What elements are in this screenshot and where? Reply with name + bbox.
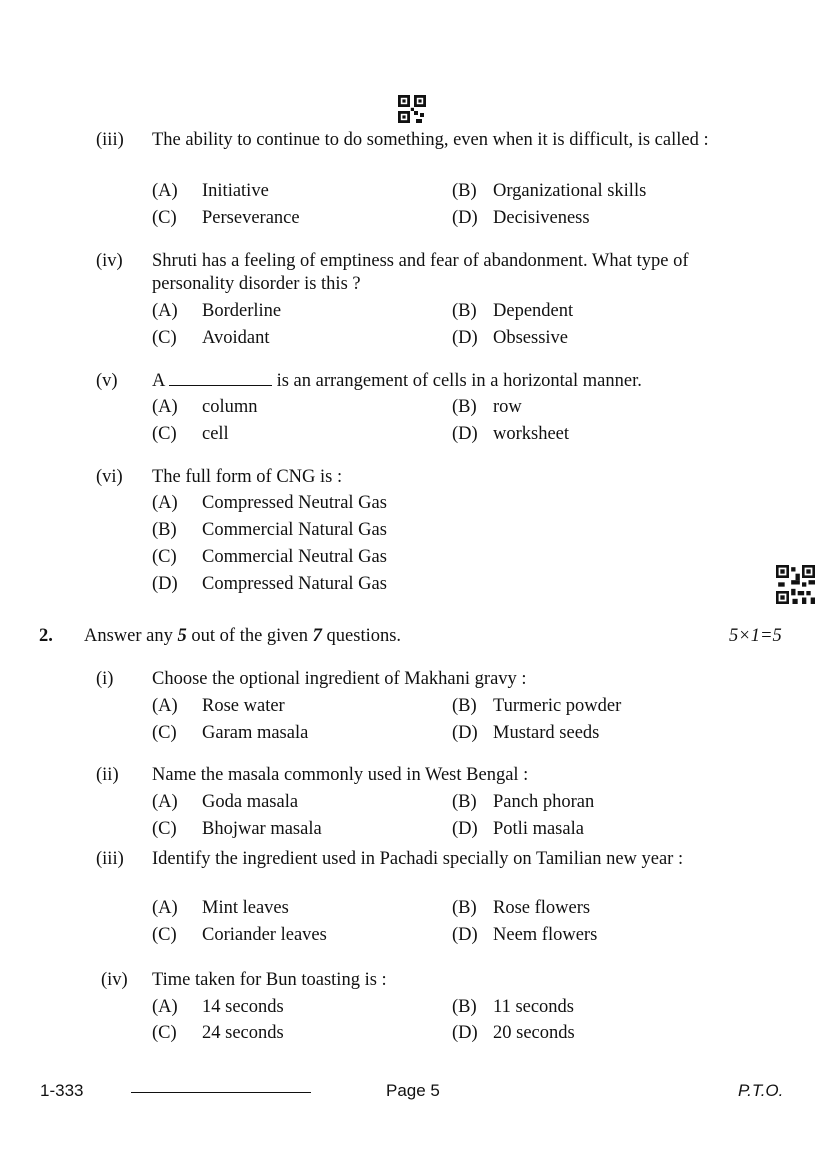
footer-rule <box>131 1092 311 1093</box>
question-stem: The full form of CNG is : <box>152 467 343 487</box>
option-label: (D) <box>452 424 478 444</box>
option-text: Borderline <box>202 301 282 321</box>
option-text: Initiative <box>202 181 269 201</box>
question-instruction <box>84 625 401 648</box>
option-text: Coriander leaves <box>202 925 327 945</box>
option-text: Rose water <box>202 696 285 716</box>
qr-code-top <box>398 95 426 123</box>
question-number: (iv) <box>101 970 128 990</box>
option-text: Avoidant <box>202 328 270 348</box>
option-label: (A) <box>152 397 178 417</box>
question-stem: Identify the ingredient used in Pachadi specially on Tamilian new year : <box>152 849 684 869</box>
question-number: 2. <box>39 626 53 646</box>
option-text: Neem flowers <box>493 925 598 945</box>
option-label: (C) <box>152 723 177 743</box>
option-text: Decisiveness <box>493 208 590 228</box>
stem-before-blank: A <box>152 371 165 391</box>
option-label: (D) <box>452 1023 478 1043</box>
option-label: (B) <box>452 898 477 918</box>
option-text: column <box>202 397 258 417</box>
option-text: cell <box>202 424 229 444</box>
qr-code-side <box>776 565 815 604</box>
question-stem: Time taken for Bun toasting is : <box>152 970 387 990</box>
option-label: (C) <box>152 424 177 444</box>
paper-code: 1-333 <box>40 1081 84 1100</box>
option-text: Garam masala <box>202 723 309 743</box>
option-text: row <box>493 397 522 417</box>
option-label: (C) <box>152 1023 177 1043</box>
option-label: (C) <box>152 925 177 945</box>
option-label: (D) <box>452 819 478 839</box>
option-text: Rose flowers <box>493 898 591 918</box>
option-text: Dependent <box>493 301 574 321</box>
option-label: (C) <box>152 547 177 567</box>
option-text: 14 seconds <box>202 997 284 1017</box>
page-number: Page 5 <box>386 1081 440 1100</box>
instruction-text: Answer any <box>84 626 178 646</box>
question-number: (iii) <box>96 849 124 869</box>
question-number: (i) <box>96 669 114 689</box>
question-stem <box>152 370 752 393</box>
question-number: (v) <box>96 371 118 391</box>
option-label: (B) <box>452 792 477 812</box>
question-number: (iii) <box>96 130 124 150</box>
option-label: (B) <box>452 397 477 417</box>
question-number: (ii) <box>96 765 119 785</box>
stem-after-blank: is an arrangement of cells in a horizontal manner. <box>276 371 642 391</box>
option-label: (B) <box>152 520 177 540</box>
option-text: Organizational skills <box>493 181 647 201</box>
option-text: Obsessive <box>493 328 569 348</box>
fill-in-blank <box>169 370 272 386</box>
option-label: (B) <box>452 696 477 716</box>
option-label: (D) <box>452 925 478 945</box>
option-text: 24 seconds <box>202 1023 284 1043</box>
option-label: (D) <box>452 723 478 743</box>
option-label: (A) <box>152 792 178 812</box>
question-stem: Choose the optional ingredient of Makhani gravy : <box>152 669 527 689</box>
option-text: Panch phoran <box>493 792 595 812</box>
instruction-number: 5 <box>177 626 187 646</box>
option-label: (C) <box>152 208 177 228</box>
option-label: (A) <box>152 997 178 1017</box>
option-label: (B) <box>452 181 477 201</box>
marks: 5×1=5 <box>729 626 782 646</box>
instruction-text: out of the given <box>186 626 313 646</box>
option-label: (A) <box>152 181 178 201</box>
option-label: (D) <box>452 208 478 228</box>
option-text: Goda masala <box>202 792 299 812</box>
option-text: Commercial Neutral Gas <box>202 547 387 567</box>
option-label: (B) <box>452 997 477 1017</box>
option-text: Turmeric powder <box>493 696 622 716</box>
option-text: Mustard seeds <box>493 723 600 743</box>
option-text: Compressed Natural Gas <box>202 574 387 594</box>
option-label: (B) <box>452 301 477 321</box>
option-text: Commercial Natural Gas <box>202 520 387 540</box>
option-label: (A) <box>152 301 178 321</box>
option-text: 11 seconds <box>493 997 575 1017</box>
question-stem: The ability to continue to do something, even when it is difficult, is called : <box>152 130 709 150</box>
question-stem: Shruti has a feeling of emptiness and fear of abandonment. What type of personality disorder is this ? <box>152 251 689 294</box>
instruction-text: questions. <box>321 626 402 646</box>
instruction-number: 7 <box>312 626 322 646</box>
question-stem: Name the masala commonly used in West Bengal : <box>152 765 529 785</box>
option-text: worksheet <box>493 424 570 444</box>
option-label: (C) <box>152 328 177 348</box>
option-text: Mint leaves <box>202 898 289 918</box>
option-label: (A) <box>152 696 178 716</box>
option-text: Potli masala <box>493 819 584 839</box>
option-text: 20 seconds <box>493 1023 575 1043</box>
option-text: Compressed Neutral Gas <box>202 493 387 513</box>
option-label: (D) <box>452 328 478 348</box>
option-label: (C) <box>152 819 177 839</box>
please-turn-over: P.T.O. <box>738 1081 784 1100</box>
option-text: Bhojwar masala <box>202 819 322 839</box>
question-number: (vi) <box>96 467 123 487</box>
question-number: (iv) <box>96 251 123 271</box>
option-label: (A) <box>152 898 178 918</box>
option-label: (D) <box>152 574 178 594</box>
option-text: Perseverance <box>202 208 300 228</box>
option-label: (A) <box>152 493 178 513</box>
